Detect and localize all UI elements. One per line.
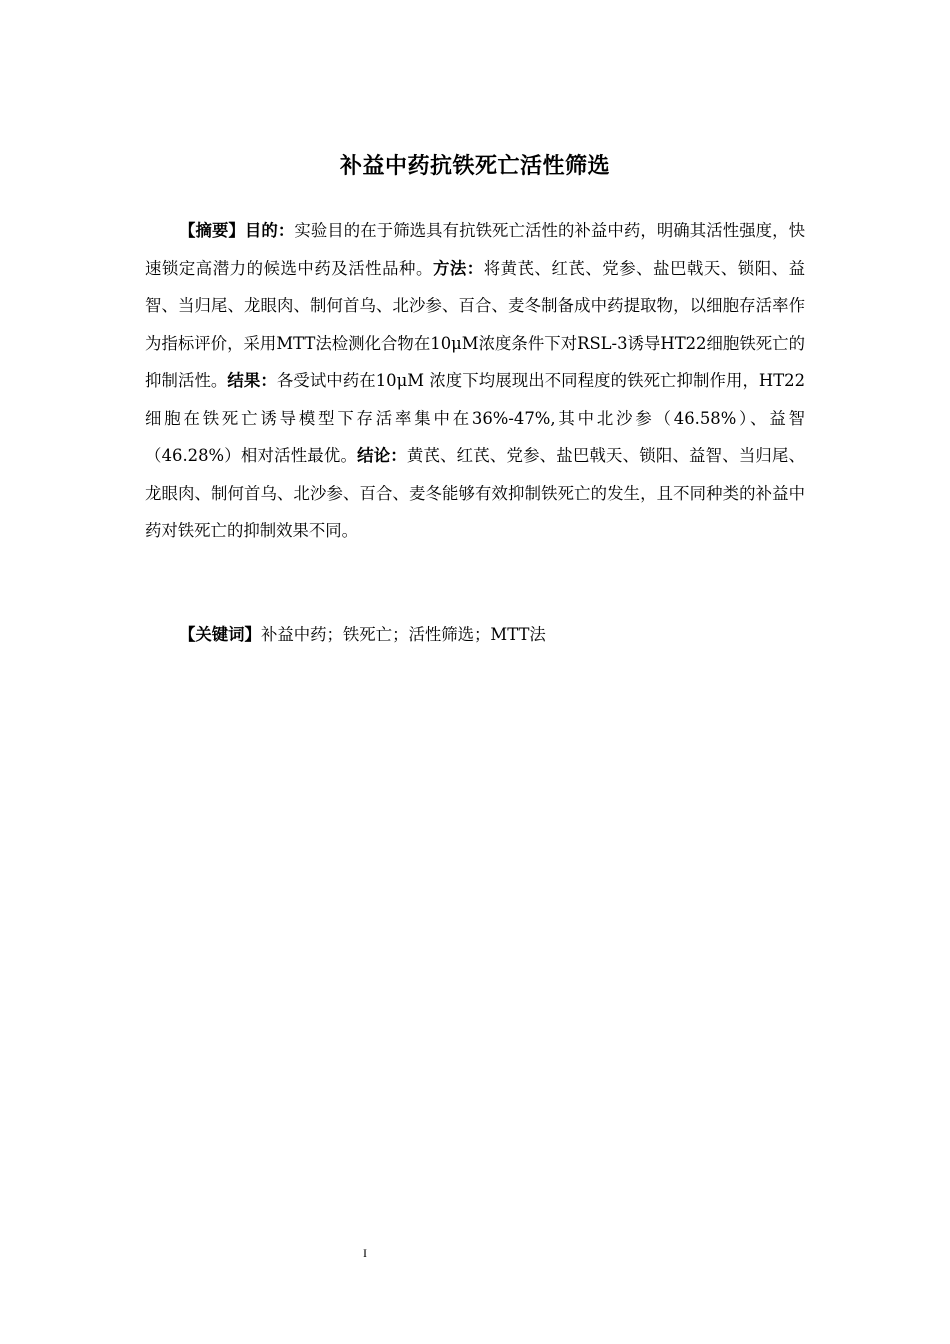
keywords-text: 补益中药；铁死亡；活性筛选；MTT法 <box>260 625 546 644</box>
document-title: 补益中药抗铁死亡活性筛选 <box>339 154 610 179</box>
keywords-paragraph <box>145 616 805 654</box>
result-label: 结果： <box>227 371 277 390</box>
abstract-section <box>145 212 805 550</box>
conclusion-label: 结论： <box>357 446 407 465</box>
purpose-text: 实验目的在于筛选具有抗铁死亡活性的补益中药，明确其活性强度，快速锁定高潜力的候选中药及活性品种。 <box>145 221 806 278</box>
result-text: 各受试中药在10μM 浓度下均展现出不同程度的铁死亡抑制作用，HT22细胞在铁死亡诱导模型下存活率集中在36%-47%,其中北沙参（46.58%）、益智（46.28%）相对活性最优。 <box>145 371 806 465</box>
keywords-label: 【关键词】 <box>179 625 261 644</box>
method-label: 方法： <box>432 258 484 278</box>
keywords-section <box>145 616 805 654</box>
page-number: I <box>363 1246 367 1260</box>
purpose-label: 目的： <box>244 221 295 240</box>
method-text: 将黄芪、红芪、党参、盐巴戟天、锁阳、益智、当归尾、龙眼肉、制何首乌、北沙参、百合、麦冬制备成中药提取物，以细胞存活率作为指标评价，采用MTT法检测化合物在10μM浓度条件下对RSL-3诱导HT22细胞铁死亡的抑制活性。 <box>145 258 806 390</box>
abstract-label: 【摘要】 <box>179 221 245 240</box>
conclusion-text: 黄芪、红芪、党参、盐巴戟天、锁阳、益智、当归尾、龙眼肉、制何首乌、北沙参、百合、麦冬能够有效抑制铁死亡的发生，且不同种类的补益中药对铁死亡的抑制效果不同。 <box>145 446 806 540</box>
abstract-paragraph <box>145 212 805 550</box>
